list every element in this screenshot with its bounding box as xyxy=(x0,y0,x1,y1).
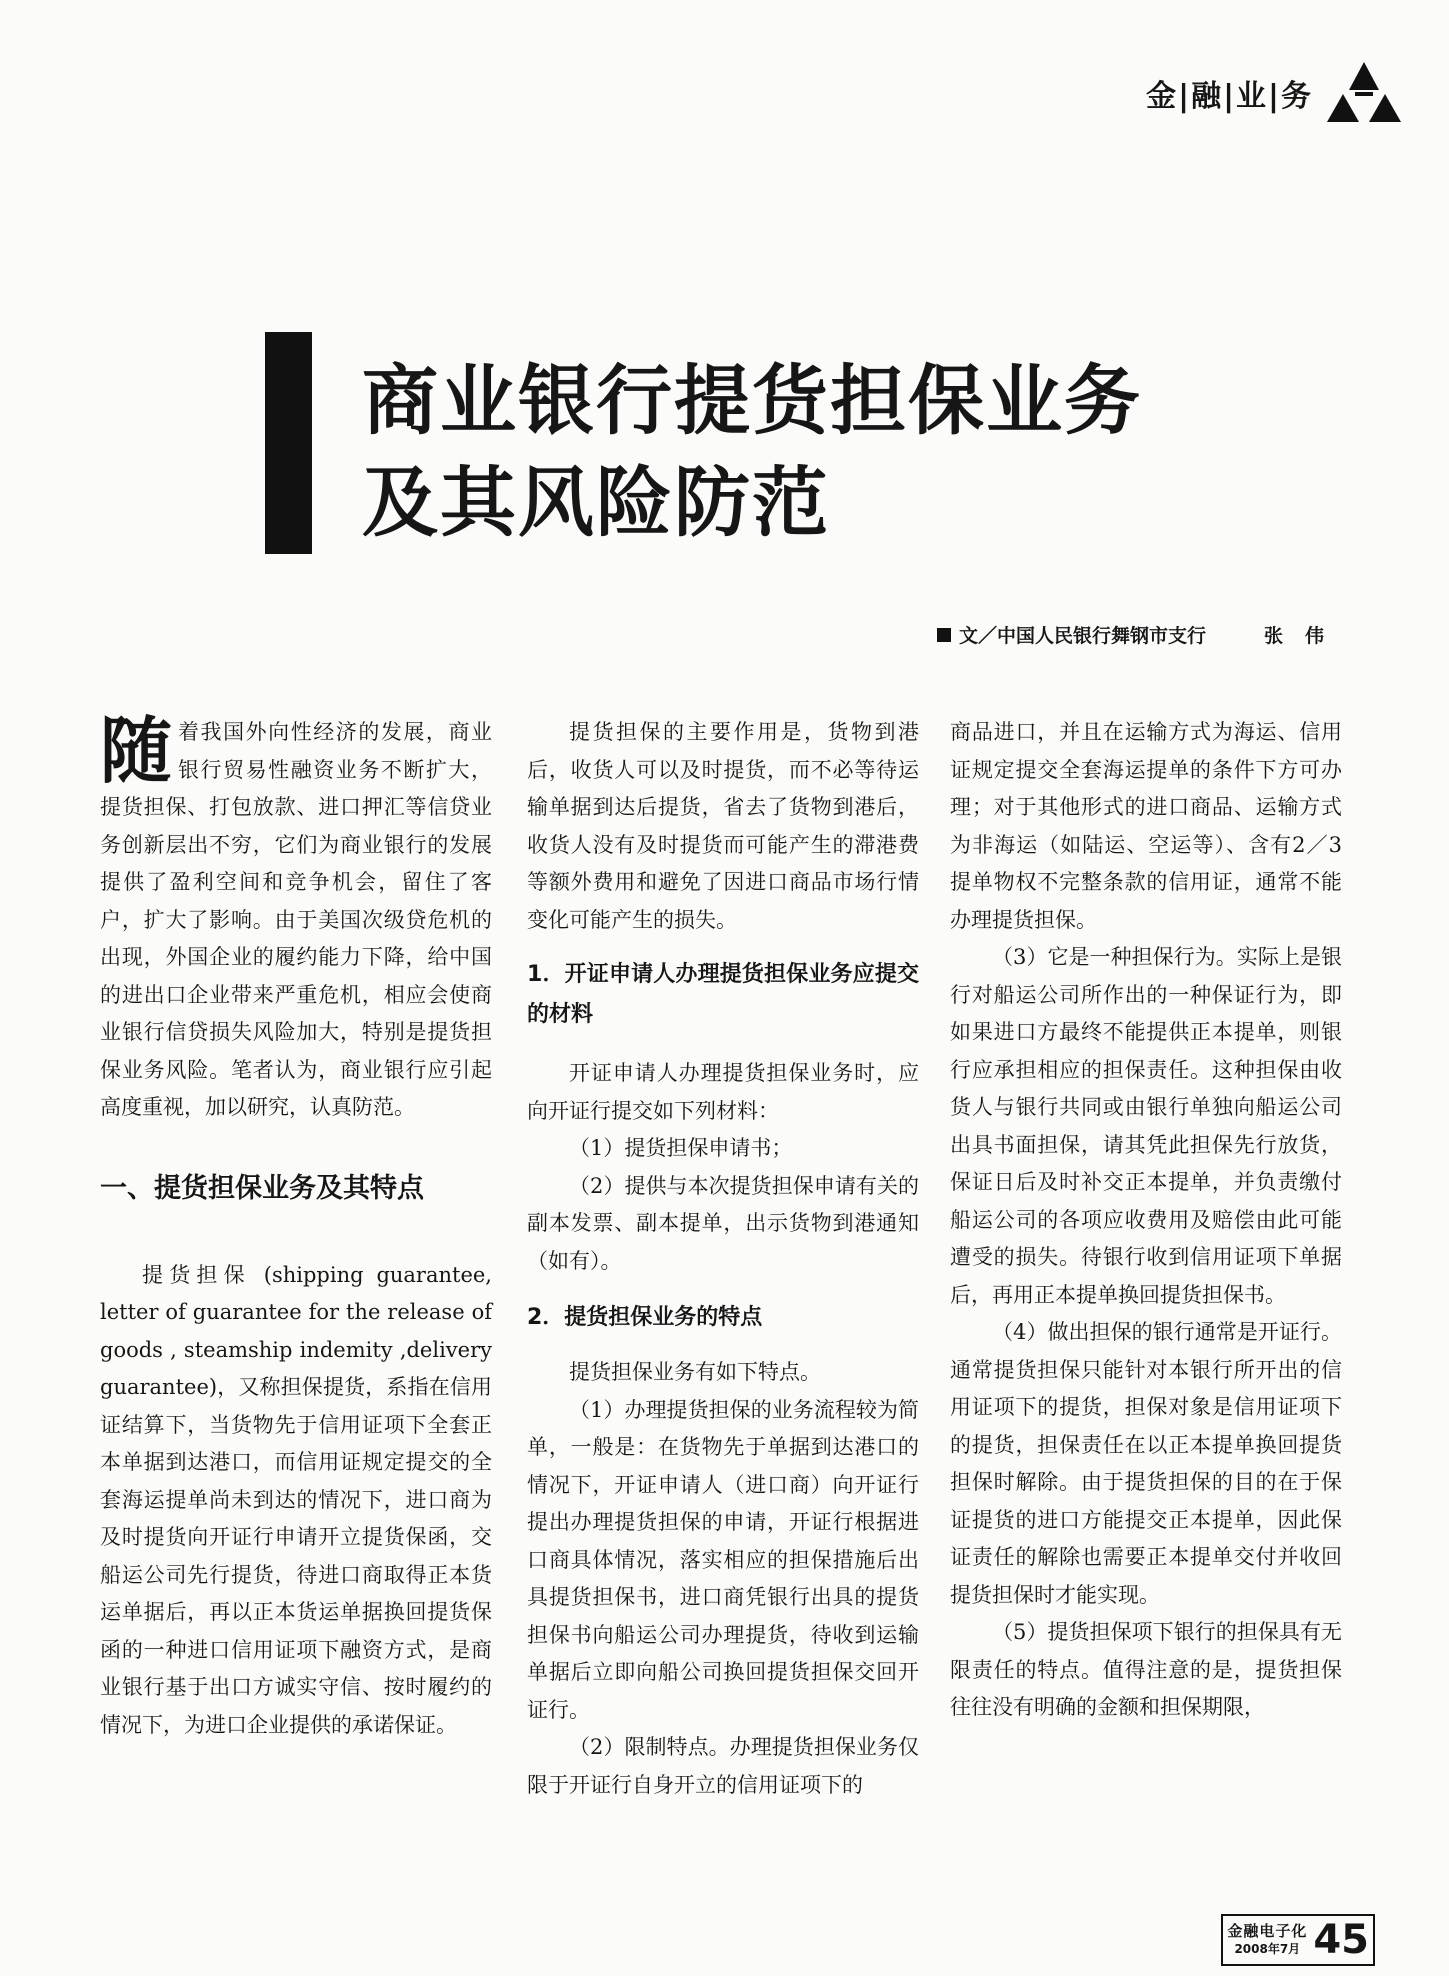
paragraph: 提货担保的主要作用是，货物到港后，收货人可以及时提货，而不必等待运输单据到达后提货，省去了货物到港后，收货人没有及时提货而可能产生的滞港费等额外费用和避免了因进口商品市场行情变化可能产生的损失。 xyxy=(527,720,919,932)
list-item: （5）提货担保项下银行的担保具有无限责任的特点。值得注意的是，提货担保往往没有明确的金额和担保期限， xyxy=(950,1620,1342,1719)
intro-text: 着我国外向性经济的发展，商业银行贸易性融资业务不断扩大，提货担保、打包放款、进口押汇等信贷业务创新层出不穷，它们为商业银行的发展提供了盈利空间和竞争机会，留住了客户，扩大了影响。由于美国次级贷危机的出现，外国企业的履约能力下降，给中国的进出口企业带来严重危机，相应会使商业银行信贷损失风险加大，特别是提货担保业务风险。笔者认为，商业银行应引起高度重视，加以研究，认真防范。 xyxy=(100,720,492,1119)
subheading-2: 2．提货担保业务的特点 xyxy=(527,1305,763,1330)
list-item: （1）办理提货担保的业务流程较为简单，一般是：在货物先于单据到达港口的情况下，开证申请人（进口商）向开证行提出办理提货担保的申请，开证行根据进口商具体情况，落实相应的担保措施后出具提货担保书，进口商凭银行出具的提货担保书向船运公司办理提货，待收到运输单据后立即向船公司换回提货担保交回开证行。 xyxy=(527,1397,919,1722)
title-accent-bar xyxy=(265,332,312,554)
column-1 xyxy=(100,708,492,1744)
page-number: 45 xyxy=(1313,1917,1369,1963)
byline-affiliation: 文／中国人民银行舞钢市支行 xyxy=(958,625,1206,647)
magazine-info xyxy=(1227,1922,1307,1958)
subheading-1: 1．开证申请人办理提货担保业务应提交的材料 xyxy=(527,962,919,1027)
section-label: 金|融|业|务 xyxy=(1146,79,1313,114)
column-2 xyxy=(527,714,919,1804)
magazine-name: 金融电子化 xyxy=(1227,1922,1308,1940)
byline xyxy=(937,621,1346,648)
intro-paragraph xyxy=(100,708,492,1127)
square-bullet-icon xyxy=(937,628,951,642)
drop-cap: 随 xyxy=(100,708,173,793)
list-item: （3）它是一种担保行为。实际上是银行对船运公司所作出的一种保证行为，即如果进口方最终不能提供正本提单，则银行应承担相应的担保责任。这种担保由收货人与银行共同或由银行单独向船运公司出具书面担保，请其凭此担保先行放货，保证日后及时补交正本提单，并负责缴付船运公司的各项应收费用及赔偿由此可能遭受的损失。待银行收到信用证项下单据后，再用正本提单换回提货担保书。 xyxy=(950,945,1342,1307)
list-item: （4）做出担保的银行通常是开证行。通常提货担保只能针对本银行所开出的信用证项下的提货，担保对象是信用证项下的提货，担保责任在以正本提单换回提货担保时解除。由于提货担保的目的在于保证提货的进口方能提交正本提单，因此保证责任的解除也需要正本提单交付并收回提货担保时才能实现。 xyxy=(950,1320,1342,1607)
article-title xyxy=(362,350,1142,554)
three-triangles-logo-icon xyxy=(1323,58,1405,128)
list-item: （1）提货担保申请书； xyxy=(569,1136,793,1160)
title-line-1: 商业银行提货担保业务 xyxy=(362,356,1142,445)
issue-date: 2008年7月 xyxy=(1234,1942,1301,1956)
list-item: （2）限制特点。办理提货担保业务仅限于开证行自身开立的信用证项下的 xyxy=(527,1735,919,1797)
byline-author: 张伟 xyxy=(1263,625,1346,647)
section-heading-1: 一、提货担保业务及其特点 xyxy=(100,1172,424,1204)
title-line-2: 及其风险防范 xyxy=(362,458,830,547)
section-header xyxy=(1146,58,1405,128)
paragraph: 提货担保业务有如下特点。 xyxy=(569,1360,821,1384)
paragraph: 开证申请人办理提货担保业务时，应向开证行提交如下列材料： xyxy=(527,1061,919,1123)
paragraph: 提货担保 (shipping guarantee, letter of guarantee for the release of goods , steamship indemity ,delivery guarantee)，又称担保提货，系指在信用证结算下，当货物先于信用证项下全套正本单据到达港口，而信用证规定提交的全套海运提单尚未到达的情况下，进口商为及时提货向开证行申请开立提货保函，交船运公司先行提货，待进口商取得正本货运单据后，再以正本货运单据换回提货保函的一种进口信用证项下融资方式，是商业银行基于出口方诚实守信、按时履约的情况下，为进口企业提供的承诺保证。 xyxy=(100,1262,492,1737)
paragraph: 商品进口，并且在运输方式为海运、信用证规定提交全套海运提单的条件下方可办理；对于其他形式的进口商品、运输方式为非海运（如陆运、空运等）、含有2／3提单物权不完整条款的信用证，通常不能办理提货担保。 xyxy=(950,720,1342,932)
list-item: （2）提供与本次提货担保申请有关的副本发票、副本提单，出示货物到港通知（如有）。 xyxy=(527,1173,919,1273)
column-3 xyxy=(950,714,1342,1727)
page-footer xyxy=(1221,1914,1375,1966)
